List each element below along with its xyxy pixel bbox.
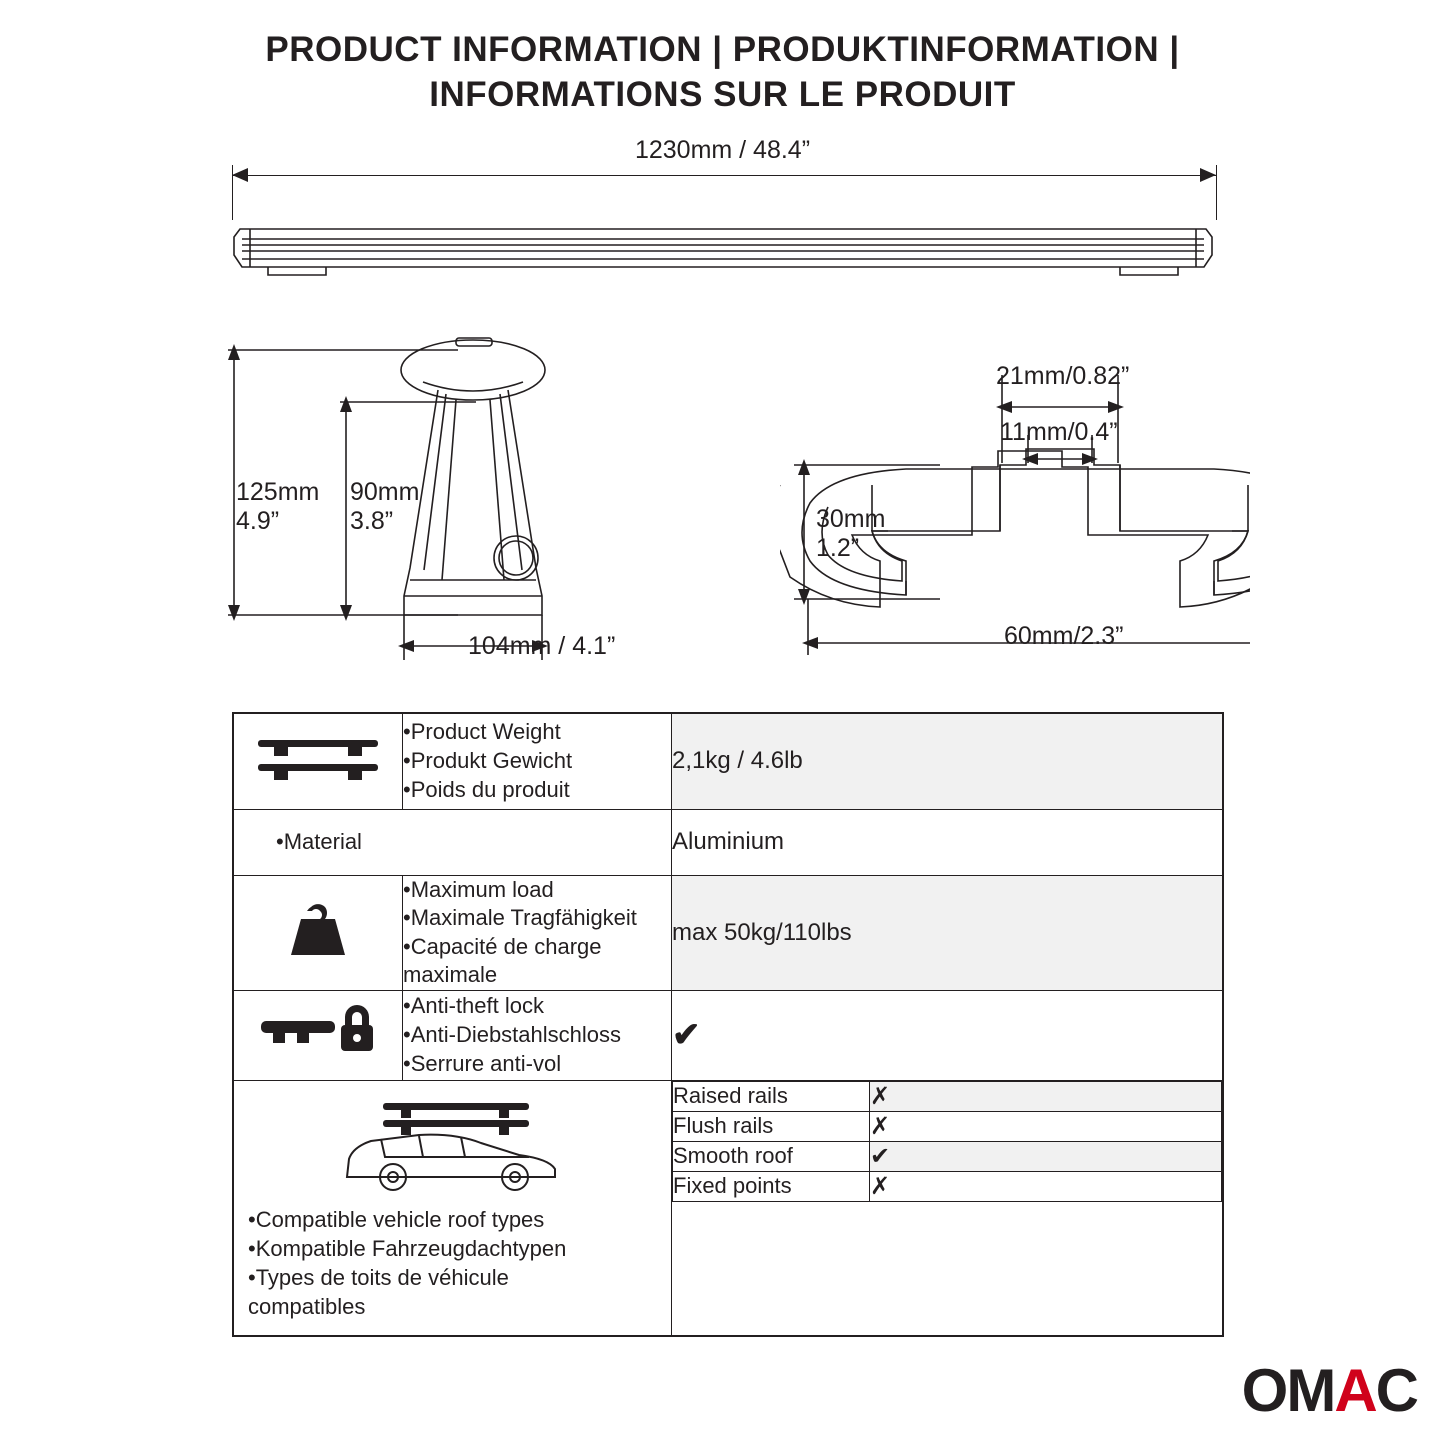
compat-label-fixed-points: Fixed points bbox=[673, 1171, 870, 1201]
table-row-max-load bbox=[233, 875, 1223, 990]
crossbar-side-view bbox=[228, 207, 1218, 282]
lock-icon bbox=[233, 990, 403, 1080]
page-title bbox=[0, 28, 1445, 118]
weight-icon bbox=[233, 875, 403, 990]
compatibility-options-cell bbox=[672, 1080, 1224, 1336]
table-row-weight bbox=[233, 713, 1223, 809]
logo-letter-a: A bbox=[1334, 1357, 1376, 1424]
title-line-2: INFORMATIONS SUR LE PRODUIT bbox=[429, 74, 1016, 114]
foot-width-label: 104mm / 4.1” bbox=[468, 632, 616, 660]
slot-inner-label: 11mm/0.4” bbox=[1000, 418, 1118, 446]
length-dimension-label: 1230mm / 48.4” bbox=[634, 136, 811, 164]
crossbars-icon bbox=[233, 713, 403, 809]
logo-letter-m: M bbox=[1286, 1357, 1335, 1424]
compat-label-raised-rails: Raised rails bbox=[673, 1081, 870, 1111]
profile-height-label: 30mm 1.2” bbox=[816, 505, 886, 562]
material-label: •Material bbox=[233, 809, 672, 875]
compat-mark-raised-rails: ✗ bbox=[870, 1081, 1222, 1111]
logo-letter-o: O bbox=[1241, 1357, 1287, 1424]
logo-letter-c: C bbox=[1375, 1357, 1417, 1424]
anti-theft-labels: •Anti-theft lock •Anti-Diebstahlschloss •Serrure anti-vol bbox=[403, 990, 672, 1080]
max-load-labels: •Maximum load •Maximale Tragfähigkeit •Capacité de charge maximale bbox=[403, 875, 672, 990]
material-value: Aluminium bbox=[672, 809, 1224, 875]
compat-mark-fixed-points: ✗ bbox=[870, 1171, 1222, 1201]
compat-row-raised-rails bbox=[673, 1081, 1222, 1111]
specification-table bbox=[232, 712, 1224, 1337]
car-with-rack-icon bbox=[234, 1081, 671, 1205]
compatibility-labels-cell bbox=[233, 1080, 672, 1336]
weight-value: 2,1kg / 4.6lb bbox=[672, 713, 1224, 809]
compatibility-labels: •Compatible vehicle roof types •Kompatible Fahrzeugdachtypen •Types de toits de véhicule compatibles bbox=[248, 1206, 567, 1319]
table-row-material bbox=[233, 809, 1223, 875]
max-load-value: max 50kg/110lbs bbox=[672, 875, 1224, 990]
weight-labels: •Product Weight •Produkt Gewicht •Poids du produit bbox=[403, 713, 672, 809]
height-inner-label: 90mm 3.8” bbox=[350, 478, 420, 535]
slot-outer-label: 21mm/0.82” bbox=[996, 362, 1130, 390]
table-row-compatibility bbox=[233, 1080, 1223, 1336]
table-row-anti-theft bbox=[233, 990, 1223, 1080]
compat-label-smooth-roof: Smooth roof bbox=[673, 1141, 870, 1171]
title-line-1: PRODUCT INFORMATION | PRODUKTINFORMATION | bbox=[265, 30, 1180, 69]
compat-label-flush-rails: Flush rails bbox=[673, 1111, 870, 1141]
checkmark-icon: ✔ bbox=[672, 1015, 701, 1054]
compat-row-flush-rails bbox=[673, 1111, 1222, 1141]
omac-logo bbox=[1242, 1356, 1417, 1425]
compatibility-options-table bbox=[672, 1081, 1222, 1202]
anti-theft-value bbox=[672, 990, 1224, 1080]
profile-width-label: 60mm/2.3” bbox=[1004, 622, 1124, 650]
compat-mark-flush-rails: ✗ bbox=[870, 1111, 1222, 1141]
compat-mark-smooth-roof: ✔ bbox=[870, 1141, 1222, 1171]
compat-row-smooth-roof bbox=[673, 1141, 1222, 1171]
compat-row-fixed-points bbox=[673, 1171, 1222, 1201]
height-total-label: 125mm 4.9” bbox=[236, 478, 320, 535]
